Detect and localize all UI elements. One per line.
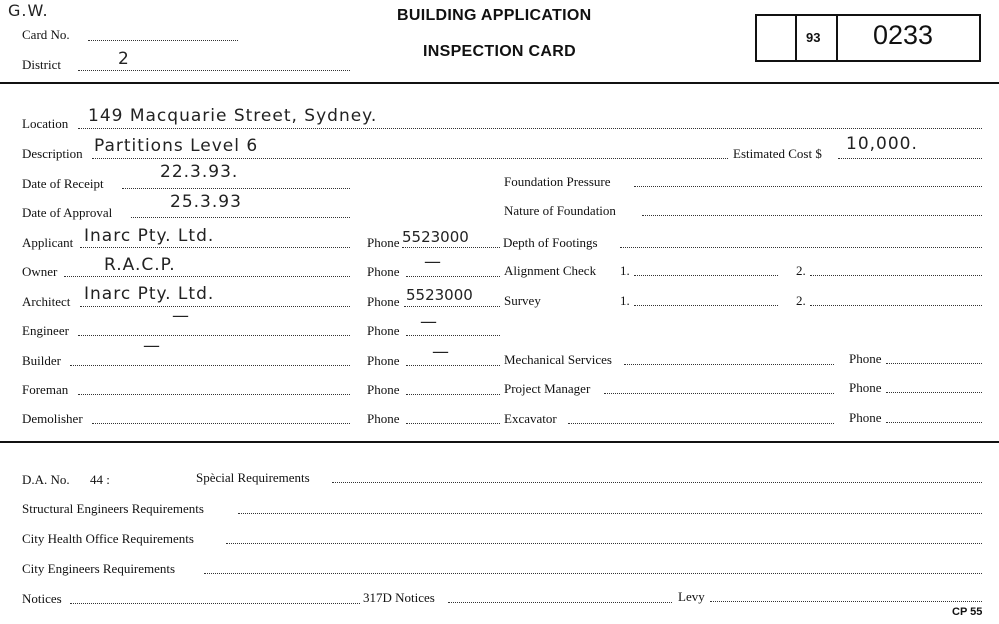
details-divider bbox=[0, 441, 999, 443]
alignment-2-line bbox=[810, 275, 982, 276]
engineer-phone-label: Phone bbox=[367, 323, 400, 338]
description-label: Description bbox=[22, 146, 83, 161]
architect-phone-value: 5523000 bbox=[406, 286, 473, 304]
engineer-phone-value: — bbox=[420, 312, 438, 332]
description-line bbox=[92, 158, 728, 159]
builder-phone-line bbox=[406, 365, 500, 366]
title-line-2: INSPECTION CARD bbox=[423, 43, 576, 60]
builder-phone-label: Phone bbox=[367, 353, 400, 368]
foundation-pressure-line bbox=[634, 186, 982, 187]
nature-foundation-label: Nature of Foundation bbox=[504, 203, 616, 218]
engineer-line bbox=[78, 335, 350, 336]
builder-line bbox=[70, 365, 350, 366]
architect-line bbox=[80, 306, 350, 307]
survey-label: Survey bbox=[504, 293, 541, 308]
foundation-pressure-label: Foundation Pressure bbox=[504, 174, 611, 189]
notices-line bbox=[70, 603, 360, 604]
applicant-line bbox=[80, 247, 350, 248]
district-label: District bbox=[22, 57, 61, 72]
notices-317d-label: 317D Notices bbox=[363, 590, 435, 605]
health-requirements-label: City Health Office Requirements bbox=[22, 531, 194, 546]
mechanical-phone-label: Phone bbox=[849, 351, 882, 366]
levy-label: Levy bbox=[678, 589, 705, 604]
architect-phone-label: Phone bbox=[367, 294, 400, 309]
demolisher-line bbox=[92, 423, 350, 424]
applicant-label: Applicant bbox=[22, 235, 74, 250]
estimated-cost-label: Estimated Cost $ bbox=[733, 146, 822, 161]
special-requirements-label: Spècial Requirements bbox=[196, 470, 310, 485]
mechanical-services-label: Mechanical Services bbox=[504, 352, 612, 367]
health-requirements-line bbox=[226, 543, 982, 544]
header-divider bbox=[0, 82, 999, 84]
title-line-1: BUILDING APPLICATION bbox=[397, 7, 592, 24]
foreman-phone-label: Phone bbox=[367, 382, 400, 397]
date-approval-value: 25.3.93 bbox=[170, 192, 242, 212]
location-label: Location bbox=[22, 116, 69, 131]
project-manager-phone-line bbox=[886, 392, 982, 393]
date-receipt-value: 22.3.93. bbox=[160, 162, 239, 182]
survey-1-label: 1. bbox=[620, 293, 630, 308]
engineer-value: — bbox=[172, 306, 190, 326]
applicant-phone-label: Phone bbox=[367, 235, 400, 250]
estimated-cost-line bbox=[838, 158, 982, 159]
project-manager-label: Project Manager bbox=[504, 381, 591, 396]
structural-requirements-line bbox=[238, 513, 982, 514]
date-approval-line bbox=[131, 217, 350, 218]
engineer-phone-line bbox=[406, 335, 500, 336]
foreman-line bbox=[78, 394, 350, 395]
demolisher-phone-line bbox=[406, 423, 500, 424]
alignment-1-label: 1. bbox=[620, 263, 630, 278]
mechanical-phone-line bbox=[886, 363, 982, 364]
project-manager-line bbox=[604, 393, 834, 394]
builder-label: Builder bbox=[22, 353, 61, 368]
applicant-phone-value: 5523000 bbox=[402, 228, 469, 246]
applicant-phone-line bbox=[402, 247, 500, 248]
architect-phone-line bbox=[404, 306, 500, 307]
da-no-value: 44 : bbox=[90, 472, 110, 487]
depth-footings-line bbox=[620, 247, 982, 248]
location-value: 149 Macquarie Street, Sydney. bbox=[88, 106, 378, 126]
nature-foundation-line bbox=[642, 215, 982, 216]
card-no-label: Card No. bbox=[22, 27, 70, 42]
date-receipt-label: Date of Receipt bbox=[22, 176, 104, 191]
levy-line bbox=[710, 601, 982, 602]
applicant-value: Inarc Pty. Ltd. bbox=[84, 226, 215, 246]
builder-value: — bbox=[143, 336, 161, 356]
card-number: 0233 bbox=[873, 20, 934, 50]
project-manager-phone-label: Phone bbox=[849, 380, 882, 395]
alignment-1-line bbox=[634, 275, 778, 276]
owner-line bbox=[64, 276, 350, 277]
architect-value: Inarc Pty. Ltd. bbox=[84, 284, 215, 304]
survey-1-line bbox=[634, 305, 778, 306]
handwritten-initials: G.W. bbox=[8, 1, 49, 20]
date-receipt-line bbox=[122, 188, 350, 189]
alignment-check-label: Alignment Check bbox=[504, 263, 597, 278]
special-requirements-line bbox=[332, 482, 982, 483]
date-approval-label: Date of Approval bbox=[22, 205, 113, 220]
excavator-phone-label: Phone bbox=[849, 410, 882, 425]
alignment-2-label: 2. bbox=[796, 263, 806, 278]
owner-value: R.A.C.P. bbox=[104, 255, 176, 275]
district-line bbox=[78, 70, 350, 71]
architect-label: Architect bbox=[22, 294, 71, 309]
owner-phone-line bbox=[406, 276, 500, 277]
mechanical-services-line bbox=[624, 364, 834, 365]
da-no-label: D.A. No. bbox=[22, 472, 70, 487]
notices-label: Notices bbox=[22, 591, 62, 606]
excavator-phone-line bbox=[886, 422, 982, 423]
owner-phone-label: Phone bbox=[367, 264, 400, 279]
owner-label: Owner bbox=[22, 264, 58, 279]
structural-requirements-label: Structural Engineers Requirements bbox=[22, 501, 204, 516]
excavator-line bbox=[568, 423, 834, 424]
city-engineers-label: City Engineers Requirements bbox=[22, 561, 176, 576]
location-line bbox=[78, 128, 982, 129]
depth-footings-label: Depth of Footings bbox=[503, 235, 598, 250]
estimated-cost-value: 10,000. bbox=[846, 134, 918, 154]
demolisher-phone-label: Phone bbox=[367, 411, 400, 426]
card-number-box bbox=[755, 14, 981, 62]
engineer-label: Engineer bbox=[22, 323, 69, 338]
owner-phone-value: — bbox=[424, 252, 442, 272]
foreman-label: Foreman bbox=[22, 382, 69, 397]
survey-2-label: 2. bbox=[796, 293, 806, 308]
city-engineers-line bbox=[204, 573, 982, 574]
card-no-line bbox=[88, 40, 238, 41]
survey-2-line bbox=[810, 305, 982, 306]
district-value: 2 bbox=[118, 49, 130, 69]
excavator-label: Excavator bbox=[504, 411, 557, 426]
notices-317d-line bbox=[448, 602, 672, 603]
card-year: 93 bbox=[806, 30, 821, 45]
builder-phone-value: — bbox=[432, 342, 450, 362]
foreman-phone-line bbox=[406, 394, 500, 395]
demolisher-label: Demolisher bbox=[22, 411, 83, 426]
description-value: Partitions Level 6 bbox=[94, 136, 259, 156]
form-code: CP 55 bbox=[952, 606, 983, 618]
